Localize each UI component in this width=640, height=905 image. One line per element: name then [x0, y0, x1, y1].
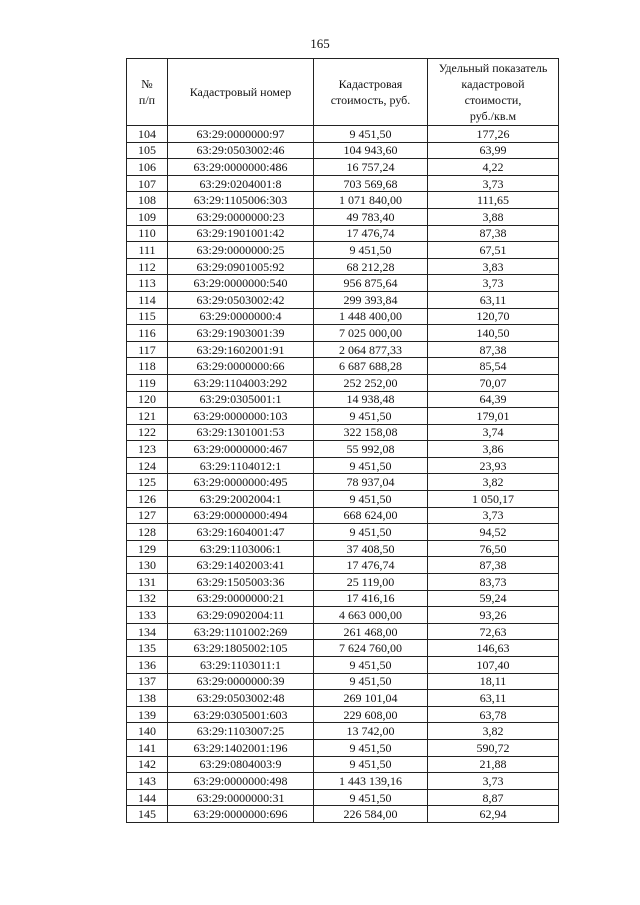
row-number-cell: 139: [127, 706, 168, 723]
cadastral-number-cell: 63:29:0000000:696: [168, 806, 314, 823]
cadastral-value-cell: 17 476,74: [314, 557, 428, 574]
cadastral-number-cell: 63:29:0000000:540: [168, 275, 314, 292]
cadastral-value-cell: 2 064 877,33: [314, 341, 428, 358]
cadastral-value-cell: 9 451,50: [314, 408, 428, 425]
row-number-cell: 118: [127, 358, 168, 375]
table-header: [127, 59, 559, 126]
specific-indicator-cell: 3,73: [428, 175, 559, 192]
cadastral-number-cell: 63:29:0000000:4: [168, 308, 314, 325]
cadastral-value-cell: 25 119,00: [314, 574, 428, 591]
specific-indicator-cell: 62,94: [428, 806, 559, 823]
specific-indicator-cell: 179,01: [428, 408, 559, 425]
cadastral-value-table: [126, 58, 559, 823]
specific-indicator-cell: 1 050,17: [428, 491, 559, 508]
row-number-cell: 109: [127, 208, 168, 225]
row-number-cell: 137: [127, 673, 168, 690]
specific-indicator-cell: 87,38: [428, 341, 559, 358]
row-number-cell: 112: [127, 258, 168, 275]
cadastral-number-cell: 63:29:0000000:39: [168, 673, 314, 690]
specific-indicator-cell: 21,88: [428, 756, 559, 773]
cadastral-value-cell: 299 393,84: [314, 291, 428, 308]
row-number-cell: 131: [127, 574, 168, 591]
specific-indicator-cell: 140,50: [428, 325, 559, 342]
table-body: [127, 126, 559, 823]
table-row: [127, 242, 559, 259]
table-row: [127, 225, 559, 242]
cadastral-value-cell: 104 943,60: [314, 142, 428, 159]
table-row: [127, 208, 559, 225]
row-number-cell: 140: [127, 723, 168, 740]
cadastral-value-cell: 7 624 760,00: [314, 640, 428, 657]
specific-indicator-cell: 94,52: [428, 524, 559, 541]
specific-indicator-cell: 3,73: [428, 773, 559, 790]
header-cadastral-value-label: Кадастровая стоимость, руб.: [330, 77, 411, 107]
row-number-cell: 123: [127, 441, 168, 458]
cadastral-value-cell: 668 624,00: [314, 507, 428, 524]
row-number-cell: 108: [127, 192, 168, 209]
row-number-cell: 136: [127, 657, 168, 674]
cadastral-value-cell: 9 451,50: [314, 457, 428, 474]
cadastral-number-cell: 63:29:0000000:25: [168, 242, 314, 259]
row-number-cell: 128: [127, 524, 168, 541]
table-row: [127, 673, 559, 690]
specific-indicator-cell: 3,73: [428, 507, 559, 524]
cadastral-number-cell: 63:29:1903001:39: [168, 325, 314, 342]
row-number-cell: 116: [127, 325, 168, 342]
specific-indicator-cell: 63,11: [428, 291, 559, 308]
cadastral-number-cell: 63:29:1103006:1: [168, 540, 314, 557]
cadastral-value-cell: 9 451,50: [314, 126, 428, 143]
table-row: [127, 258, 559, 275]
cadastral-number-cell: 63:29:1101002:269: [168, 623, 314, 640]
row-number-cell: 134: [127, 623, 168, 640]
specific-indicator-cell: 4,22: [428, 159, 559, 176]
cadastral-value-cell: 7 025 000,00: [314, 325, 428, 342]
row-number-cell: 126: [127, 491, 168, 508]
cadastral-value-cell: 9 451,50: [314, 739, 428, 756]
row-number-cell: 124: [127, 457, 168, 474]
cadastral-number-cell: 63:29:1402003:41: [168, 557, 314, 574]
table-row: [127, 657, 559, 674]
table-row: [127, 291, 559, 308]
cadastral-number-cell: 63:29:0901005:92: [168, 258, 314, 275]
specific-indicator-cell: 3,86: [428, 441, 559, 458]
header-cadastral-number: [168, 59, 314, 126]
specific-indicator-cell: 85,54: [428, 358, 559, 375]
row-number-cell: 104: [127, 126, 168, 143]
cadastral-value-cell: 9 451,50: [314, 524, 428, 541]
cadastral-value-cell: 9 451,50: [314, 242, 428, 259]
cadastral-number-cell: 63:29:1103011:1: [168, 657, 314, 674]
specific-indicator-cell: 590,72: [428, 739, 559, 756]
table-row: [127, 607, 559, 624]
table-row: [127, 341, 559, 358]
cadastral-value-cell: 269 101,04: [314, 690, 428, 707]
header-cadastral-value: [314, 59, 428, 126]
table-row: [127, 706, 559, 723]
specific-indicator-cell: 83,73: [428, 574, 559, 591]
header-row: [127, 59, 559, 126]
specific-indicator-cell: 3,83: [428, 258, 559, 275]
table-row: [127, 773, 559, 790]
header-row-number: [127, 59, 168, 126]
cadastral-value-cell: 37 408,50: [314, 540, 428, 557]
table-row: [127, 192, 559, 209]
table-row: [127, 308, 559, 325]
cadastral-value-cell: 17 476,74: [314, 225, 428, 242]
specific-indicator-cell: 64,39: [428, 391, 559, 408]
table-row: [127, 640, 559, 657]
specific-indicator-cell: 63,99: [428, 142, 559, 159]
table-row: [127, 739, 559, 756]
cadastral-value-cell: 956 875,64: [314, 275, 428, 292]
table-row: [127, 159, 559, 176]
specific-indicator-cell: 3,82: [428, 474, 559, 491]
cadastral-number-cell: 63:29:0204001:8: [168, 175, 314, 192]
cadastral-value-cell: 6 687 688,28: [314, 358, 428, 375]
row-number-cell: 115: [127, 308, 168, 325]
row-number-cell: 142: [127, 756, 168, 773]
cadastral-value-cell: 78 937,04: [314, 474, 428, 491]
cadastral-number-cell: 63:29:1103007:25: [168, 723, 314, 740]
cadastral-number-cell: 63:29:0305001:1: [168, 391, 314, 408]
table-row: [127, 358, 559, 375]
table-row: [127, 424, 559, 441]
row-number-cell: 122: [127, 424, 168, 441]
cadastral-value-cell: 9 451,50: [314, 789, 428, 806]
cadastral-number-cell: 63:29:0000000:494: [168, 507, 314, 524]
cadastral-number-cell: 63:29:0000000:31: [168, 789, 314, 806]
cadastral-number-cell: 63:29:1301001:53: [168, 424, 314, 441]
row-number-cell: 106: [127, 159, 168, 176]
specific-indicator-cell: 3,73: [428, 275, 559, 292]
cadastral-number-cell: 63:29:0000000:23: [168, 208, 314, 225]
row-number-cell: 132: [127, 590, 168, 607]
cadastral-number-cell: 63:29:0000000:498: [168, 773, 314, 790]
header-row-number-label: № п/п: [138, 77, 156, 107]
cadastral-value-cell: 13 742,00: [314, 723, 428, 740]
row-number-cell: 107: [127, 175, 168, 192]
specific-indicator-cell: 63,11: [428, 690, 559, 707]
row-number-cell: 145: [127, 806, 168, 823]
row-number-cell: 141: [127, 739, 168, 756]
table-row: [127, 623, 559, 640]
cadastral-value-cell: 322 158,08: [314, 424, 428, 441]
cadastral-number-cell: 63:29:0503002:42: [168, 291, 314, 308]
cadastral-number-cell: 63:29:0000000:97: [168, 126, 314, 143]
table-row: [127, 557, 559, 574]
specific-indicator-cell: 177,26: [428, 126, 559, 143]
table-row: [127, 457, 559, 474]
cadastral-value-cell: 1 443 139,16: [314, 773, 428, 790]
table-row: [127, 789, 559, 806]
table-row: [127, 142, 559, 159]
table-row: [127, 408, 559, 425]
cadastral-value-cell: 9 451,50: [314, 673, 428, 690]
table-row: [127, 325, 559, 342]
specific-indicator-cell: 3,88: [428, 208, 559, 225]
cadastral-value-cell: 68 212,28: [314, 258, 428, 275]
cadastral-number-cell: 63:29:1901001:42: [168, 225, 314, 242]
table-row: [127, 126, 559, 143]
table-row: [127, 491, 559, 508]
specific-indicator-cell: 120,70: [428, 308, 559, 325]
cadastral-value-cell: 229 608,00: [314, 706, 428, 723]
specific-indicator-cell: 111,65: [428, 192, 559, 209]
specific-indicator-cell: 8,87: [428, 789, 559, 806]
specific-indicator-cell: 3,74: [428, 424, 559, 441]
specific-indicator-cell: 93,26: [428, 607, 559, 624]
specific-indicator-cell: 23,93: [428, 457, 559, 474]
table-row: [127, 756, 559, 773]
cadastral-number-cell: 63:29:1402001:196: [168, 739, 314, 756]
specific-indicator-cell: 87,38: [428, 225, 559, 242]
row-number-cell: 129: [127, 540, 168, 557]
row-number-cell: 130: [127, 557, 168, 574]
cadastral-number-cell: 63:29:0305001:603: [168, 706, 314, 723]
table-row: [127, 540, 559, 557]
row-number-cell: 114: [127, 291, 168, 308]
cadastral-value-cell: 9 451,50: [314, 756, 428, 773]
row-number-cell: 119: [127, 374, 168, 391]
specific-indicator-cell: 107,40: [428, 657, 559, 674]
row-number-cell: 110: [127, 225, 168, 242]
cadastral-number-cell: 63:29:1602001:91: [168, 341, 314, 358]
cadastral-value-cell: 226 584,00: [314, 806, 428, 823]
row-number-cell: 125: [127, 474, 168, 491]
specific-indicator-cell: 59,24: [428, 590, 559, 607]
table-row: [127, 806, 559, 823]
cadastral-number-cell: 63:29:1104003:292: [168, 374, 314, 391]
row-number-cell: 127: [127, 507, 168, 524]
row-number-cell: 117: [127, 341, 168, 358]
table-row: [127, 391, 559, 408]
table-row: [127, 507, 559, 524]
specific-indicator-cell: 87,38: [428, 557, 559, 574]
specific-indicator-cell: 63,78: [428, 706, 559, 723]
row-number-cell: 133: [127, 607, 168, 624]
specific-indicator-cell: 70,07: [428, 374, 559, 391]
table-row: [127, 374, 559, 391]
cadastral-number-cell: 63:29:0000000:467: [168, 441, 314, 458]
specific-indicator-cell: 3,82: [428, 723, 559, 740]
cadastral-number-cell: 63:29:1104012:1: [168, 457, 314, 474]
cadastral-number-cell: 63:29:0503002:48: [168, 690, 314, 707]
row-number-cell: 143: [127, 773, 168, 790]
cadastral-value-cell: 14 938,48: [314, 391, 428, 408]
specific-indicator-cell: 76,50: [428, 540, 559, 557]
table-row: [127, 275, 559, 292]
row-number-cell: 144: [127, 789, 168, 806]
table-row: [127, 175, 559, 192]
specific-indicator-cell: 67,51: [428, 242, 559, 259]
row-number-cell: 120: [127, 391, 168, 408]
cadastral-number-cell: 63:29:0000000:495: [168, 474, 314, 491]
table-row: [127, 474, 559, 491]
row-number-cell: 135: [127, 640, 168, 657]
cadastral-value-cell: 4 663 000,00: [314, 607, 428, 624]
page-number: 165: [310, 36, 330, 51]
cadastral-value-cell: 703 569,68: [314, 175, 428, 192]
cadastral-number-cell: 63:29:1505003:36: [168, 574, 314, 591]
cadastral-number-cell: 63:29:2002004:1: [168, 491, 314, 508]
row-number-cell: 105: [127, 142, 168, 159]
cadastral-value-cell: 49 783,40: [314, 208, 428, 225]
cadastral-value-cell: 16 757,24: [314, 159, 428, 176]
cadastral-value-cell: 55 992,08: [314, 441, 428, 458]
table-row: [127, 690, 559, 707]
row-number-cell: 111: [127, 242, 168, 259]
cadastral-value-cell: 9 451,50: [314, 491, 428, 508]
table-row: [127, 524, 559, 541]
cadastral-number-cell: 63:29:0000000:21: [168, 590, 314, 607]
cadastral-number-cell: 63:29:0902004:11: [168, 607, 314, 624]
table-row: [127, 441, 559, 458]
cadastral-value-cell: 252 252,00: [314, 374, 428, 391]
table-row: [127, 723, 559, 740]
table-row: [127, 590, 559, 607]
specific-indicator-cell: 72,63: [428, 623, 559, 640]
cadastral-number-cell: 63:29:0804003:9: [168, 756, 314, 773]
cadastral-number-cell: 63:29:0000000:66: [168, 358, 314, 375]
specific-indicator-cell: 146,63: [428, 640, 559, 657]
cadastral-number-cell: 63:29:1604001:47: [168, 524, 314, 541]
cadastral-value-cell: 17 416,16: [314, 590, 428, 607]
header-cadastral-number-label: Кадастровый номер: [189, 85, 292, 99]
cadastral-value-cell: 9 451,50: [314, 657, 428, 674]
cadastral-number-cell: 63:29:1805002:105: [168, 640, 314, 657]
row-number-cell: 138: [127, 690, 168, 707]
cadastral-value-cell: 1 071 840,00: [314, 192, 428, 209]
cadastral-number-cell: 63:29:0000000:103: [168, 408, 314, 425]
row-number-cell: 113: [127, 275, 168, 292]
row-number-cell: 121: [127, 408, 168, 425]
cadastral-number-cell: 63:29:1105006:303: [168, 192, 314, 209]
cadastral-value-cell: 1 448 400,00: [314, 308, 428, 325]
cadastral-value-cell: 261 468,00: [314, 623, 428, 640]
specific-indicator-cell: 18,11: [428, 673, 559, 690]
header-specific-indicator: [428, 59, 559, 126]
header-specific-indicator-label: Удельный показатель кадастровой стоимости, руб./кв.м: [438, 61, 548, 123]
cadastral-number-cell: 63:29:0000000:486: [168, 159, 314, 176]
table-row: [127, 574, 559, 591]
cadastral-number-cell: 63:29:0503002:46: [168, 142, 314, 159]
